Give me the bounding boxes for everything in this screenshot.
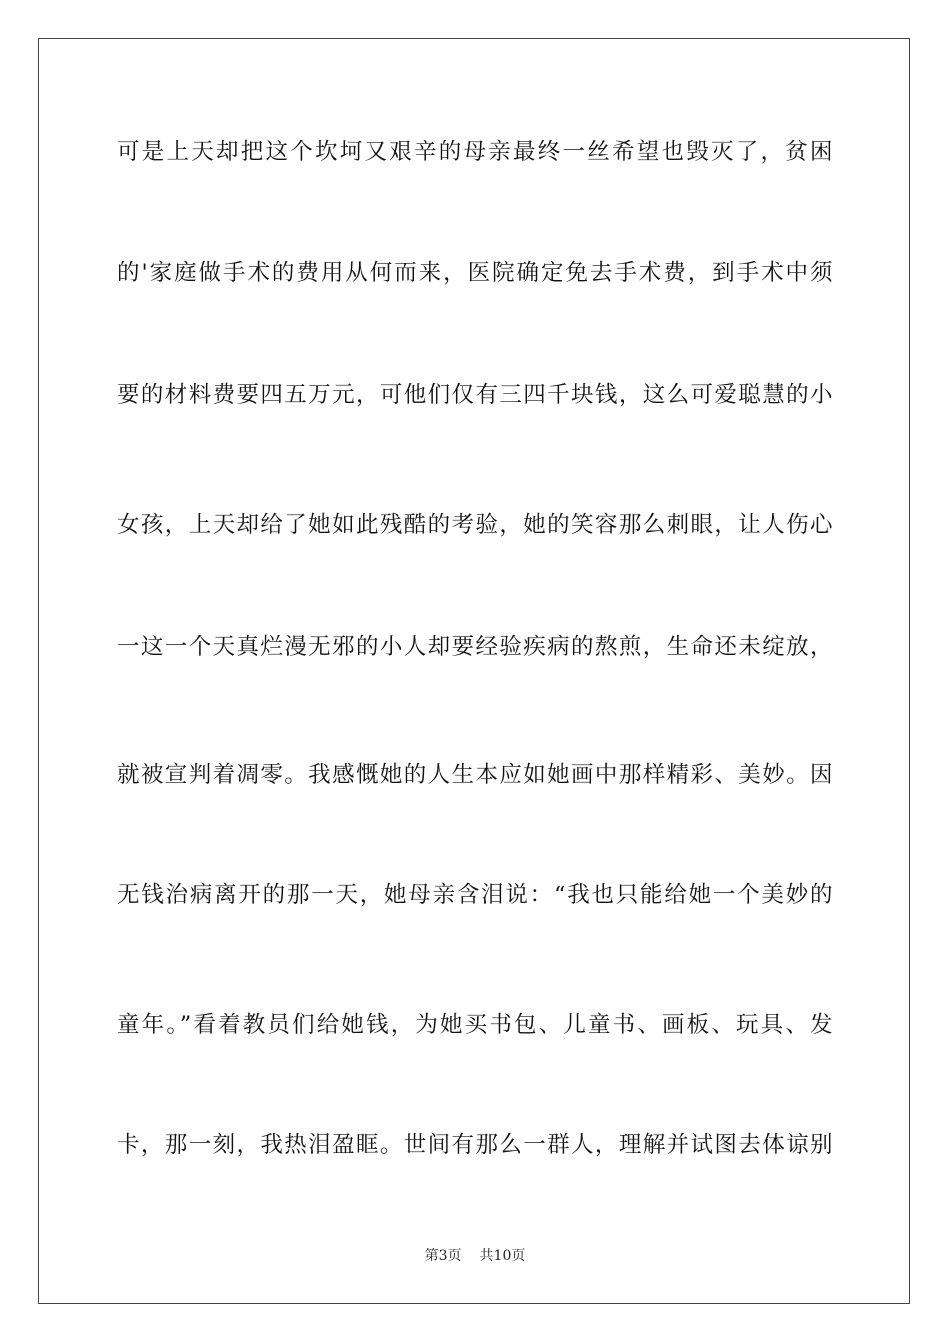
- text-line: 童年。”看着教员们给她钱，为她买书包、儿童书、画板、玩具、发: [117, 1012, 833, 1038]
- text-line: 要的材料费要四五万元，可他们仅有三四千块钱，这么可爱聪慧的小: [117, 382, 833, 408]
- text-line: 可是上天却把这个坎坷又艰辛的母亲最终一丝希望也毁灭了，贫困: [117, 139, 833, 165]
- text-line: 的'家庭做手术的费用从何而来，医院确定免去手术费，到手术中须: [117, 260, 833, 286]
- page-footer: [0, 1246, 950, 1266]
- page-border: [38, 38, 910, 1304]
- text-line: 一这一个天真烂漫无邪的小人却要经验疾病的熬煎，生命还未绽放，: [117, 634, 833, 660]
- page-number: 第3页: [424, 1248, 462, 1264]
- page-total: 共10页: [479, 1248, 526, 1264]
- text-line: 女孩，上天却给了她如此残酷的考验，她的笑容那么刺眼，让人伤心: [117, 512, 833, 538]
- text-line: 卡，那一刻，我热泪盈眶。世间有那么一群人，理解并试图去体谅别: [117, 1132, 833, 1158]
- text-line: 就被宣判着凋零。我感慨她的人生本应如她画中那样精彩、美妙。因: [117, 762, 833, 788]
- text-line: 无钱治病离开的那一天，她母亲含泪说：“我也只能给她一个美妙的: [117, 882, 833, 908]
